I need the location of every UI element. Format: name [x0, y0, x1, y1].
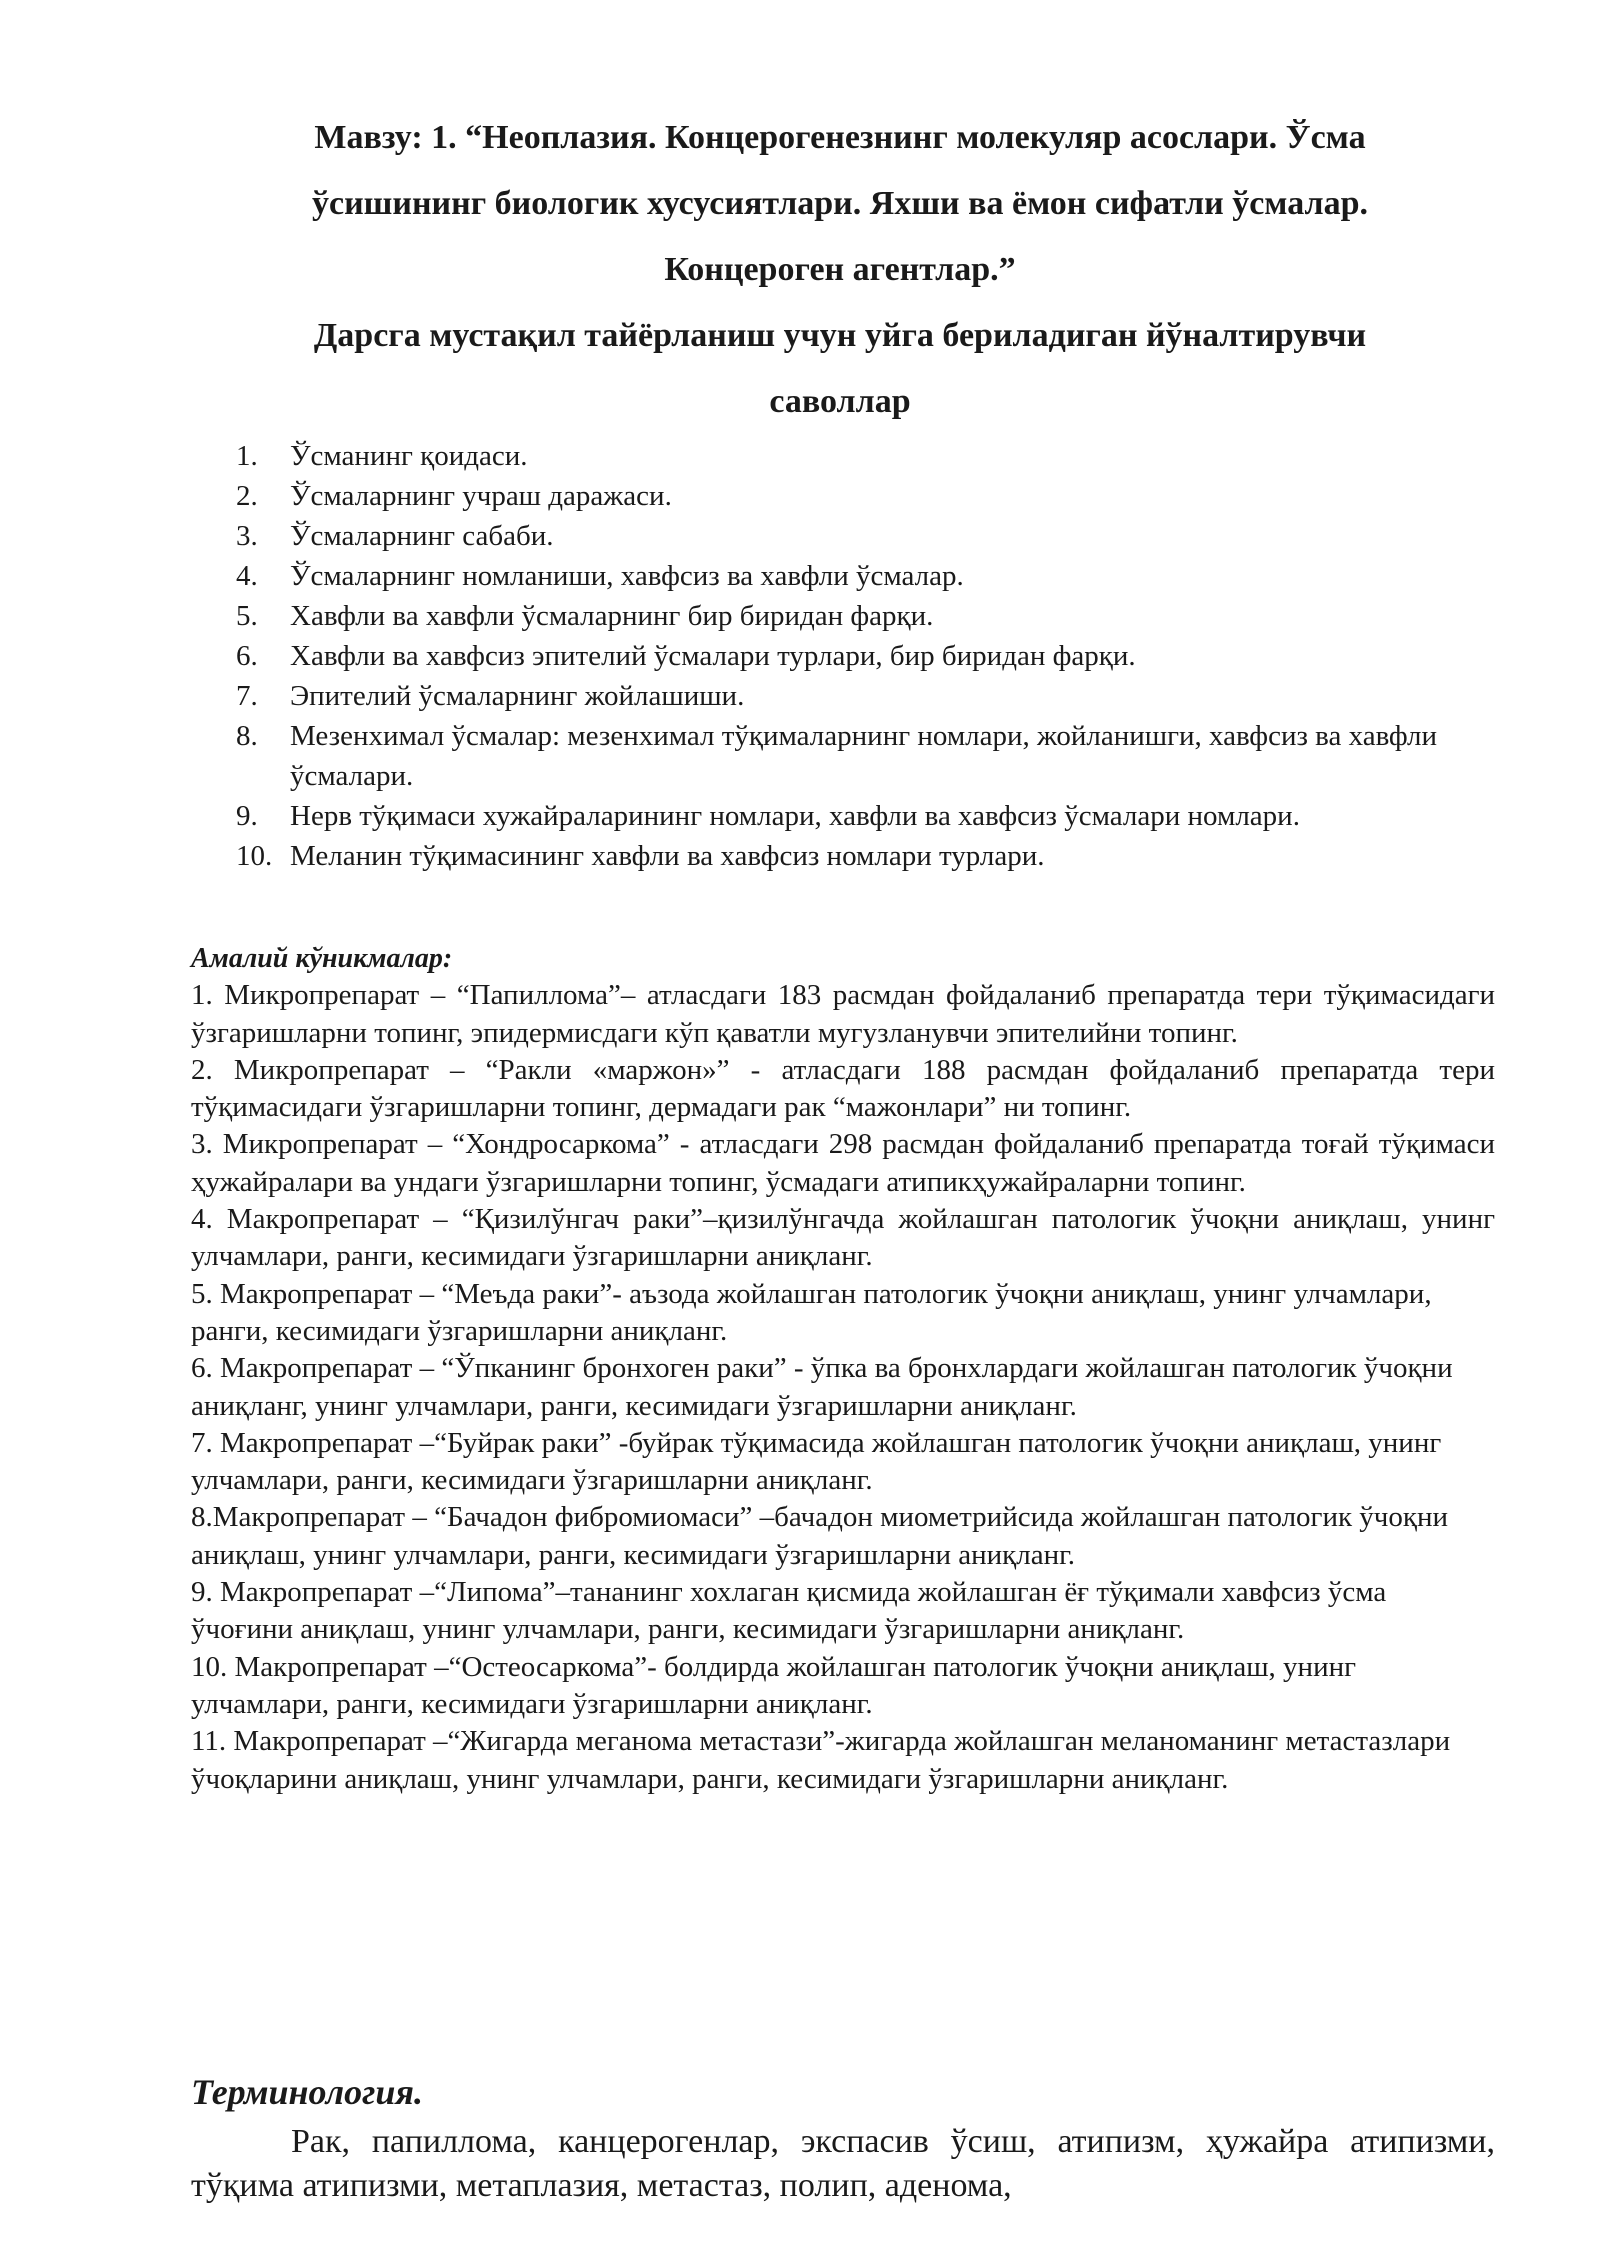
list-item [236, 796, 1506, 836]
item-text: Нерв тўқимаси хужайраларининг номлари, хавфли ва хавфсиз ўсмалари номлари. [290, 800, 1300, 832]
list-item [236, 716, 1506, 796]
list-item [236, 636, 1506, 676]
item-text: Эпителий ўсмаларнинг жойлашиши. [290, 680, 745, 712]
skill-item: 11. Макропрепарат –“Жигарда меганома метастази”-жигарда жойлашган меланоманинг метастазлари ўчоқларини аниқлаш, унинг улчамлари, ранги, кесимидаги ўзгаришларни аниқланг. [191, 1725, 1451, 1795]
item-number: 3. [236, 520, 258, 552]
section-heading: Амалий кўникмалар: [191, 943, 453, 974]
item-number: 4. [236, 560, 258, 592]
title-line: Мавзу: 1. “Неоплазия. Концерогенезнинг молекуляр асослари. Ўсма [314, 119, 1366, 156]
subtitle-line: Дарсга мустақил тайёрланиш учун уйга бериладиган йўналтирувчи [313, 317, 1367, 354]
item-number: 10. [236, 840, 273, 872]
list-item [236, 556, 1506, 596]
item-text: Ўсмаларнинг учраш даражаси. [290, 480, 672, 512]
item-number: 9. [236, 800, 258, 832]
title-line: Концероген агентлар.” [664, 251, 1016, 288]
skill-item: 10. Макропрепарат –“Остеосаркома”- болдирда жойлашган патологик ўчоқни аниқлаш, унинг улчамлари, ранги, кесимидаги ўзгаришларни аниқланг. [191, 1650, 1357, 1720]
item-text: Меланин тўқимасининг хавфли ва хавфсиз номлари турлари. [290, 840, 1045, 872]
practical-skills-section [191, 940, 1495, 1798]
terminology-heading: Терминология. [191, 2072, 423, 2112]
title-line: ўсишининг биологик хусусиятлари. Яхши ва ёмон сифатли ўсмалар. [311, 185, 1369, 222]
list-item [236, 436, 1506, 476]
skill-item: 6. Макропрепарат – “Ўпканинг бронхоген раки” - ўпка ва бронхлардаги жойлашган патологик ўчоқни аниқланг, унинг улчамлари, ранги, кесимидаги ўзгаришларни аниқланг. [191, 1352, 1453, 1422]
skill-item: 7. Макропрепарат –“Буйрак раки” -буйрак тўқимасида жойлашган патологик ўчоқни аниқлаш, унинг улчамлари, ранги, кесимидаги ўзгаришларни аниқланг. [191, 1426, 1442, 1497]
skill-item: 5. Макропрепарат – “Меъда раки”- аъзода жойлашган патологик ўчоқни аниқлаш, унинг улчамлари, ранги, кесимидаги ўзгаришларни аниқланг. [191, 1277, 1432, 1347]
skill-item: 8.Макропрепарат – “Бачадон фибромиомаси” –бачадон миометрийсида жойлашган патологик ўчоқни аниқлаш, унинг улчамлари, ранги, кесимидаги ўзгаришларни аниқланг. [191, 1501, 1449, 1571]
skill-item: 1. Микропрепарат – “Папиллома”– атласдаги 183 расмдан фойдаланиб препаратда тери тўқимасидаги ўзгаришларни топинг, эпидермисдаги кўп қаватли мугузланувчи эпителийни топинг. [191, 979, 1495, 1049]
item-number: 6. [236, 640, 258, 672]
item-text: Ўсманинг қоидаси. [290, 440, 528, 472]
list-item [236, 476, 1506, 516]
list-item [236, 516, 1506, 556]
item-text: Ўсмаларнинг сабаби. [290, 520, 554, 552]
list-item [236, 676, 1506, 716]
list-item [236, 596, 1506, 636]
item-number: 8. [236, 720, 258, 752]
skill-item: 9. Макропрепарат –“Липома”–тананинг хохлаган қисмида жойлашган ёғ тўқимали хавфсиз ўсма ўчоғини аниқлаш, унинг улчамлари, ранги, кесимидаги ўзгаришларни аниқланг. [191, 1576, 1387, 1646]
item-number: 1. [236, 440, 258, 472]
item-text: Хавфли ва хавфсиз эпителий ўсмалари турлари, бир биридан фарқи. [290, 640, 1136, 672]
document-title [190, 105, 1490, 435]
item-number: 5. [236, 600, 258, 632]
item-text: Хавфли ва хавфли ўсмаларнинг бир биридан фарқи. [290, 600, 934, 632]
questions-list [236, 436, 1506, 876]
subtitle-line: саволлар [769, 383, 911, 420]
list-item [236, 836, 1506, 876]
item-number: 7. [236, 680, 258, 712]
skill-item: 3. Микропрепарат – “Хондросаркома” - атласдаги 298 расмдан фойдаланиб препаратда тоғай тўқимаси ҳужайралари ва ундаги ўзгаришларни топинг, ўсмадаги атипикҳужайраларни топинг. [191, 1128, 1495, 1198]
skill-item: 4. Макропрепарат – “Қизилўнгач раки”–қизилўнгачда жойлашган патологик ўчоқни аниқлаш, унинг улчамлари, ранги, кесимидаги ўзгаришларни аниқланг. [191, 1203, 1495, 1273]
terminology-text: Рак, папиллома, канцерогенлар, экспасив ўсиш, атипизм, ҳужайра атипизми, тўқима атипизми, метаплазия, метастаз, полип, аденома, [191, 2123, 1495, 2204]
item-text: Ўсмаларнинг номланиши, хавфсиз ва хавфли ўсмалар. [290, 560, 964, 592]
item-text: Мезенхимал ўсмалар: мезенхимал тўқималарнинг номлари, жойланишги, хавфсиз ва хавфли ўсмалари. [290, 720, 1437, 792]
skill-item: 2. Микропрепарат – “Ракли «маржон»” - атласдаги 188 расмдан фойдаланиб препаратда тери тўқимасидаги ўзгаришларни топинг, дермадаги рак “мажонлари” ни топинг. [191, 1053, 1495, 1124]
item-number: 2. [236, 480, 258, 512]
